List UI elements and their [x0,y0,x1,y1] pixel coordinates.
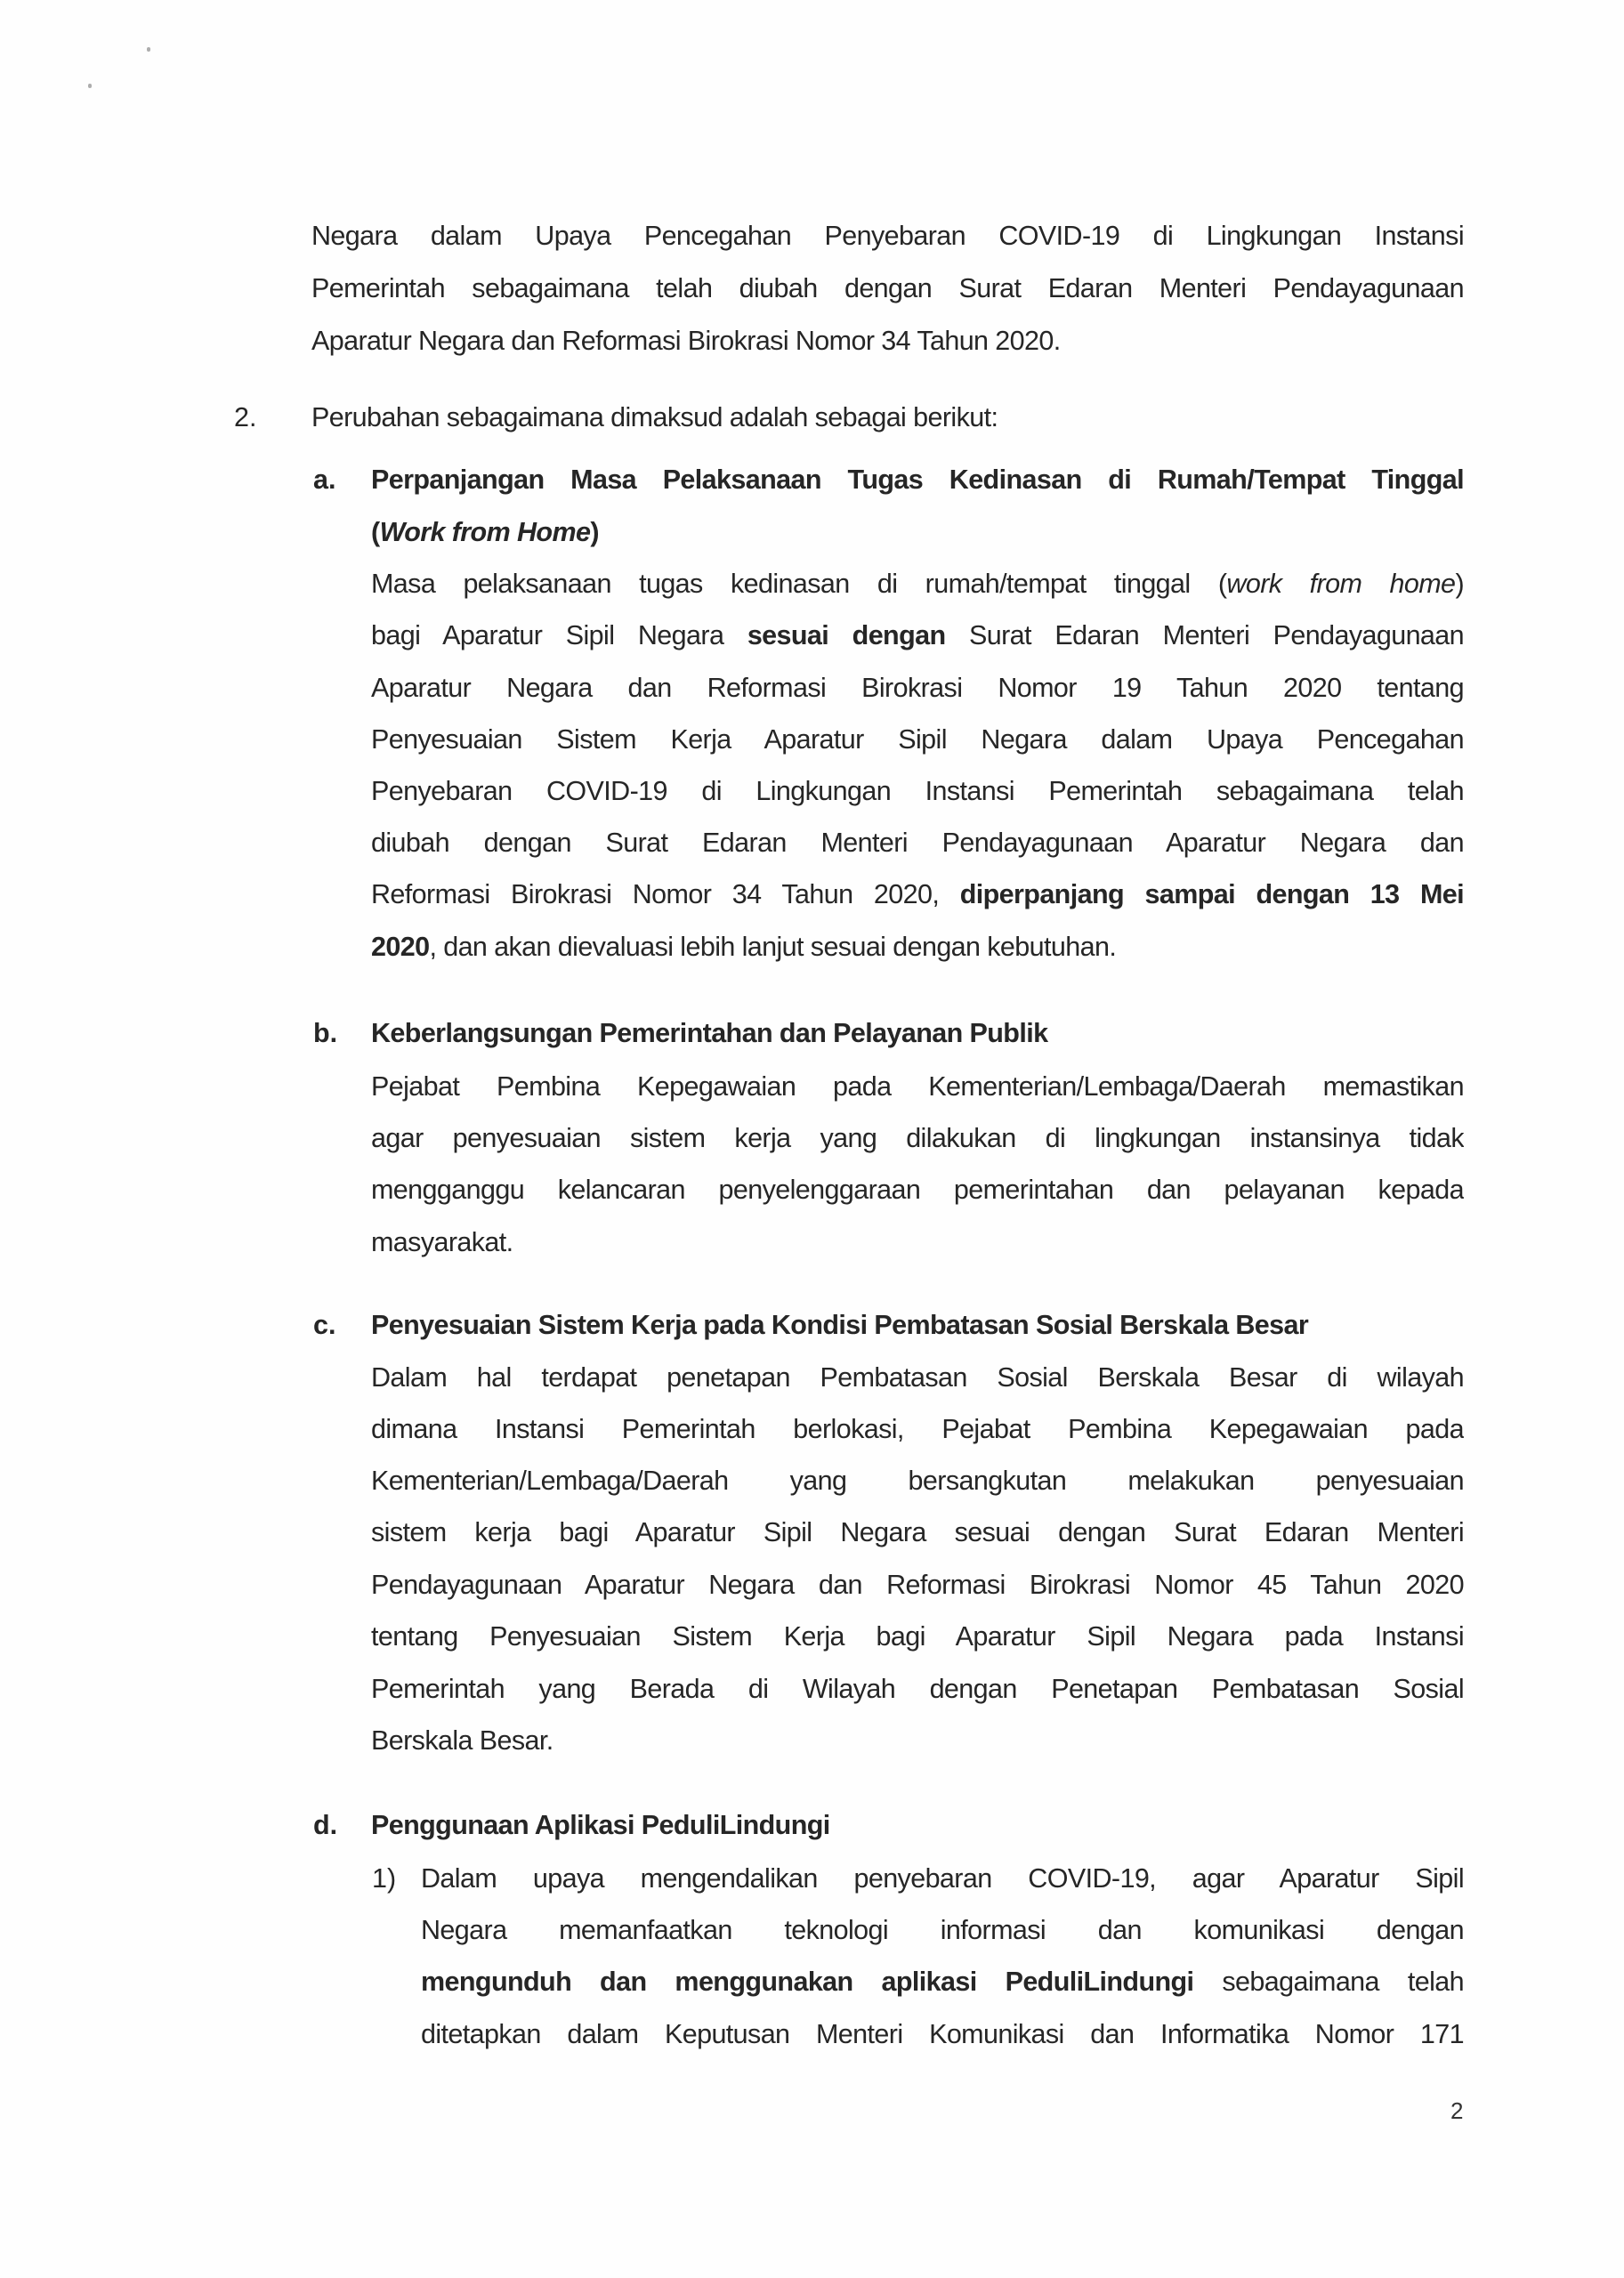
section-marker: c. [313,1310,336,1340]
text-line: Reformasi Birokrasi Nomor 34 Tahun 2020, diperpanjang sampai dengan 13 Mei [371,879,1464,909]
text-line: diubah dengan Surat Edaran Menteri Pendayagunaan Aparatur Negara dan [371,828,1464,858]
text-line: agar penyesuaian sistem kerja yang dilakukan di lingkungan instansinya tidak [371,1123,1464,1153]
emphasis: mengunduh dan menggunakan aplikasi PeduliLindungi [421,1967,1194,1997]
section-heading: Penyesuaian Sistem Kerja pada Kondisi Pembatasan Sosial Berskala Besar [371,1310,1309,1340]
scan-speck [88,84,92,88]
text-line: Berskala Besar. [371,1725,553,1756]
section-marker: b. [313,1018,338,1048]
text-line: Penyesuaian Sistem Kerja Aparatur Sipil Negara dalam Upaya Pencegahan [371,724,1464,755]
scan-speck [147,47,150,52]
text-line: mengunduh dan menggunakan aplikasi PeduliLindungi sebagaimana telah [421,1967,1464,1997]
section-heading: Perpanjangan Masa Pelaksanaan Tugas Kedinasan di Rumah/Tempat Tinggal [371,464,1464,495]
text-line: Pemerintah yang Berada di Wilayah dengan Penetapan Pembatasan Sosial [371,1674,1464,1704]
text-line: dimana Instansi Pemerintah berlokasi, Pejabat Pembina Kepegawaian pada [371,1414,1464,1444]
text-line: Pemerintah sebagaimana telah diubah dengan Surat Edaran Menteri Pendayagunaan [311,273,1464,303]
text-line: Penyebaran COVID-19 di Lingkungan Instansi Pemerintah sebagaimana telah [371,776,1464,806]
text-line: Aparatur Negara dan Reformasi Birokrasi Nomor 34 Tahun 2020. [311,326,1061,356]
text-line: Kementerian/Lembaga/Daerah yang bersangkutan melakukan penyesuaian [371,1466,1464,1496]
text-line: mengganggu kelancaran penyelenggaraan pemerintahan dan pelayanan kepada [371,1175,1464,1205]
text-line: Masa pelaksanaan tugas kedinasan di rumah/tempat tinggal (work from home) [371,569,1464,599]
text-line: Negara dalam Upaya Pencegahan Penyebaran COVID-19 di Lingkungan Instansi [311,221,1464,251]
text-line: Pejabat Pembina Kepegawaian pada Kementerian/Lembaga/Daerah memastikan [371,1071,1464,1102]
text-line: Aparatur Negara dan Reformasi Birokrasi Nomor 19 Tahun 2020 tentang [371,673,1464,703]
text-line: Dalam hal terdapat penetapan Pembatasan Sosial Berskala Besar di wilayah [371,1362,1464,1393]
italic-term: Work from Home [379,517,591,547]
text-line: ditetapkan dalam Keputusan Menteri Komunikasi dan Informatika Nomor 171 [421,2019,1464,2049]
section-heading: Penggunaan Aplikasi PeduliLindungi [371,1810,830,1840]
text-line: Dalam upaya mengendalikan penyebaran COVID-19, agar Aparatur Sipil [421,1863,1464,1894]
list-marker: 2. [234,402,257,432]
subitem-marker: 1) [372,1863,397,1894]
section-heading: Keberlangsungan Pemerintahan dan Pelayanan Publik [371,1018,1048,1048]
text-line: Negara memanfaatkan teknologi informasi dan komunikasi dengan [421,1915,1464,1945]
text-line: masyarakat. [371,1227,513,1257]
text-line: Pendayagunaan Aparatur Negara dan Reformasi Birokrasi Nomor 45 Tahun 2020 [371,1570,1464,1600]
emphasis: 2020 [371,932,430,962]
emphasis: diperpanjang sampai dengan 13 Mei [959,879,1464,909]
text-line: tentang Penyesuaian Sistem Kerja bagi Aparatur Sipil Negara pada Instansi [371,1621,1464,1652]
section-marker: a. [313,464,336,495]
text-line: bagi Aparatur Sipil Negara sesuai dengan Surat Edaran Menteri Pendayagunaan [371,620,1464,650]
italic-term: work from home [1226,569,1456,599]
text-line: sistem kerja bagi Aparatur Sipil Negara sesuai dengan Surat Edaran Menteri [371,1517,1464,1547]
section-heading-cont: (Work from Home) [371,517,599,547]
emphasis: sesuai dengan [747,620,946,650]
page-number: 2 [1450,2097,1464,2124]
section-marker: d. [313,1810,338,1840]
list-item-text: Perubahan sebagaimana dimaksud adalah sebagai berikut: [311,402,998,432]
text-line: 2020, dan akan dievaluasi lebih lanjut sesuai dengan kebutuhan. [371,932,1117,962]
